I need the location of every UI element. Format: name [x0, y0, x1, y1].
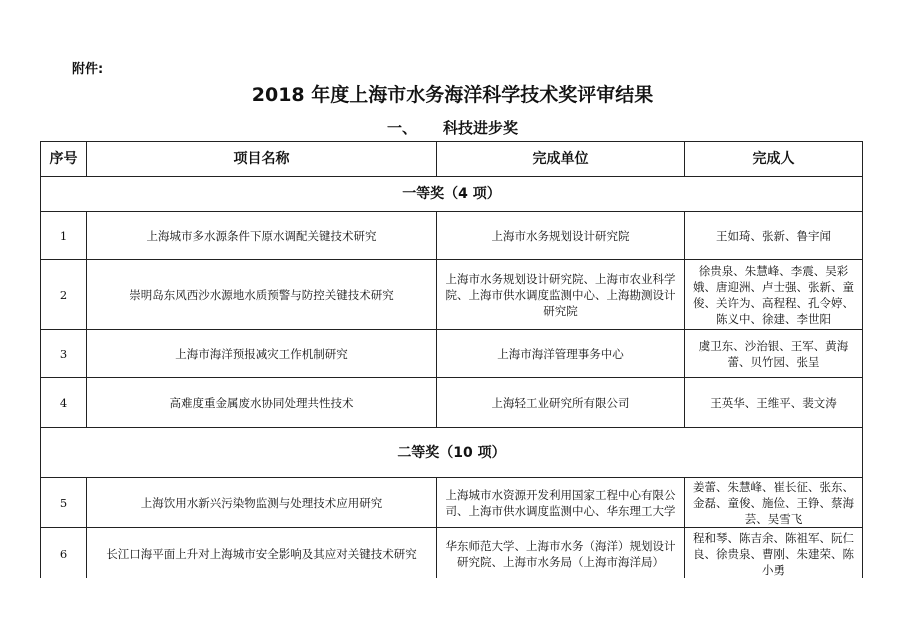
row-no: 6	[41, 528, 87, 580]
table-row	[41, 212, 863, 260]
table-row	[41, 378, 863, 428]
results-table	[40, 141, 863, 580]
table-row	[41, 330, 863, 378]
header-project: 项目名称	[87, 142, 437, 177]
row-people: 徐贵泉、朱慧峰、李震、吴彩娥、唐迎洲、卢士强、张新、童俊、关许为、高程程、孔令婷、陈义中、徐建、李世阳	[685, 260, 863, 330]
row-project: 上海城市多水源条件下原水调配关键技术研究	[87, 212, 437, 260]
second-prize-row	[41, 428, 863, 478]
row-unit: 上海市海洋管理事务中心	[437, 330, 685, 378]
row-no: 2	[41, 260, 87, 330]
attachment-label: 附件:	[72, 62, 104, 77]
row-unit: 上海市水务规划设计研究院、上海市农业科学院、上海市供水调度监测中心、上海勘测设计研究院	[437, 260, 685, 330]
first-prize-row	[41, 177, 863, 212]
row-project: 崇明岛东风西沙水源地水质预警与防控关键技术研究	[87, 260, 437, 330]
row-people: 姜蕾、朱慧峰、崔长征、张东、金磊、童俊、施俭、王铮、蔡海芸、吴雪飞	[685, 478, 863, 528]
section-name: 科技进步奖	[443, 119, 519, 137]
row-no: 5	[41, 478, 87, 528]
table-row	[41, 260, 863, 330]
page-bottom-margin	[0, 578, 905, 640]
row-people: 王如琦、张新、鲁宇闻	[685, 212, 863, 260]
row-people: 程和琴、陈吉余、陈祖军、阮仁良、徐贵泉、曹刚、朱建荣、陈小勇	[685, 528, 863, 580]
row-no: 3	[41, 330, 87, 378]
row-people: 虞卫东、沙治银、王军、黄海蕾、贝竹园、张呈	[685, 330, 863, 378]
row-project: 长江口海平面上升对上海城市安全影响及其应对关键技术研究	[87, 528, 437, 580]
row-unit: 上海城市水资源开发利用国家工程中心有限公司、上海市供水调度监测中心、华东理工大学	[437, 478, 685, 528]
first-prize-label: 一等奖（4 项）	[41, 177, 863, 212]
section-number: 一、	[386, 119, 417, 137]
header-people: 完成人	[685, 142, 863, 177]
row-unit: 华东师范大学、上海市水务（海洋）规划设计研究院、上海市水务局（上海市海洋局）	[437, 528, 685, 580]
row-no: 1	[41, 212, 87, 260]
row-no: 4	[41, 378, 87, 428]
row-unit: 上海轻工业研究所有限公司	[437, 378, 685, 428]
row-people: 王英华、王维平、裴文涛	[685, 378, 863, 428]
row-unit: 上海市水务规划设计研究院	[437, 212, 685, 260]
document-title: 2018 年度上海市水务海洋科学技术奖评审结果	[251, 84, 654, 106]
row-project: 高难度重金属废水协同处理共性技术	[87, 378, 437, 428]
table-row	[41, 478, 863, 528]
table-row	[41, 528, 863, 580]
row-project: 上海饮用水新兴污染物监测与处理技术应用研究	[87, 478, 437, 528]
section-heading	[0, 117, 905, 138]
second-prize-label: 二等奖（10 项）	[41, 428, 863, 478]
header-unit: 完成单位	[437, 142, 685, 177]
row-project: 上海市海洋预报减灾工作机制研究	[87, 330, 437, 378]
header-row	[41, 142, 863, 177]
header-no: 序号	[41, 142, 87, 177]
